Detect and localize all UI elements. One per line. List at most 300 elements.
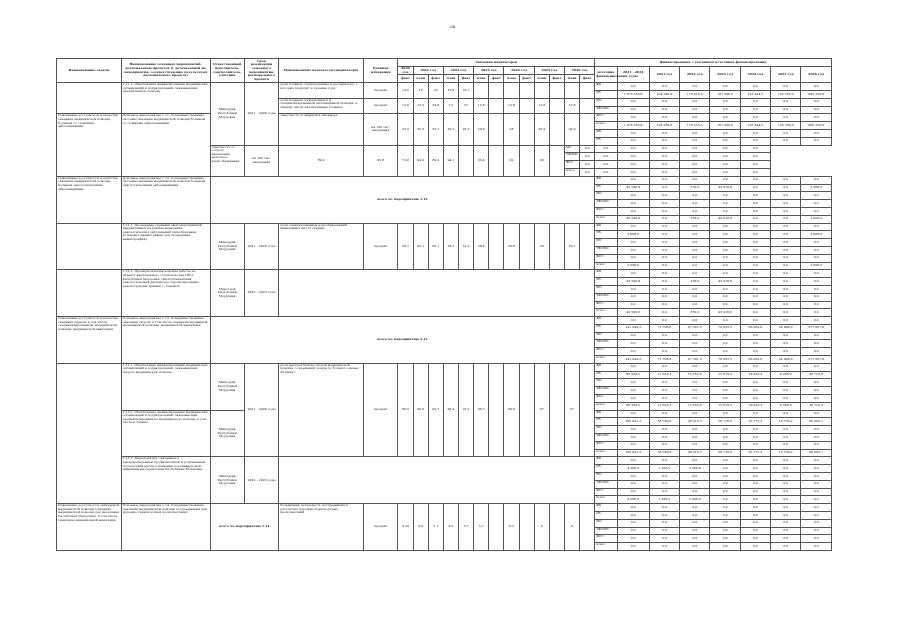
- indicator-value-cell: 97: [534, 363, 549, 457]
- indicator-value-cell: [549, 114, 564, 145]
- fin-value-cell: 0,0: [710, 496, 740, 504]
- fin-value-cell: 379,0: [680, 309, 710, 317]
- fin-value-cell: 0,0: [710, 114, 740, 122]
- fin-value-cell: 0,0: [617, 246, 649, 254]
- plan-fact-label: факт: [580, 75, 595, 83]
- indicator-value-cell: [519, 223, 534, 270]
- text-cell: 1.13.3. Мероприятия, связанные с предупреждением профилактикой и устранением последствий распространения коронавирусной инфекции на территории Республики Мордовия: [121, 457, 210, 504]
- text-cell: 1.12.2. Проектно-изыскательские работы по объекту капитального строительства ГБУЗ Республики Мордовия «Республиканский онкологический диспансер» (проектирование реконструкции здания) г. Саранск: [121, 270, 210, 317]
- fin-value-cell: 0,0: [649, 192, 679, 200]
- fin-value-cell: 167 996,9: [710, 122, 740, 130]
- fin-year-label: 2021 - 2024 годы: [617, 67, 649, 83]
- fin-value-cell: 0,0: [801, 363, 832, 371]
- fin-source-cell: МС: [595, 98, 617, 106]
- fin-value-cell: 0,0: [680, 473, 710, 481]
- fin-value-cell: 0,0: [710, 340, 740, 348]
- fin-value-cell: 0,0: [617, 395, 649, 403]
- fin-value-cell: 78 933,5: [710, 324, 740, 332]
- fin-value-cell: 0,0: [617, 543, 649, 551]
- indicator-value-cell: 92,7: [428, 363, 443, 457]
- fin-value-cell: 0,0: [771, 231, 801, 239]
- fin-value-cell: 0,0: [595, 168, 617, 176]
- text-cell: процент: [364, 83, 398, 99]
- fin-value-cell: 1 076 350,8: [617, 122, 649, 130]
- fin-source-cell: всего: [595, 215, 617, 223]
- fin-source-cell: ТФОМС: [595, 434, 617, 442]
- indicator-value-cell: 6,3: [443, 504, 458, 551]
- text-cell: Основное мероприятие 1.11. Совершенствование системы оказания медицинской помощи больным со стойкими заболеваниями: [121, 114, 210, 176]
- fin-value-cell: 0,0: [649, 239, 679, 247]
- indicator-value-cell: 6: [564, 504, 579, 551]
- fin-value-cell: 0,0: [801, 106, 832, 114]
- fin-value-cell: 0,0: [710, 519, 740, 527]
- fin-value-cell: 1 265,5: [649, 465, 679, 473]
- fin-value-cell: 0,0: [740, 262, 770, 270]
- fin-source-cell: РБ: [595, 465, 617, 473]
- fin-value-cell: 66 062,6: [740, 324, 770, 332]
- fin-value-cell: 0,0: [801, 207, 832, 215]
- fin-value-cell: 0,0: [710, 239, 740, 247]
- fin-value-cell: 0,0: [771, 317, 801, 325]
- text-cell: смертность от острого нарушения мозгового кровообращения: [210, 145, 244, 176]
- fin-value-cell: 0,0: [617, 239, 649, 247]
- fin-value-cell: 0,0: [680, 301, 710, 309]
- fin-value-cell: 0,0: [649, 434, 679, 442]
- fin-value-cell: 0,0: [680, 145, 710, 153]
- fin-value-cell: 0,0: [649, 348, 679, 356]
- indicator-value-cell: 7,5: [443, 98, 458, 114]
- indicator-value-cell: [489, 145, 504, 176]
- fin-value-cell: 43 918,8: [710, 278, 740, 286]
- fin-value-cell: 0,0: [801, 387, 832, 395]
- fin-value-cell: 0,0: [740, 410, 770, 418]
- fin-value-cell: 0,0: [771, 137, 801, 145]
- fin-value-cell: 2 008,0: [801, 215, 832, 223]
- fin-value-cell: 0,0: [771, 106, 801, 114]
- fin-value-cell: 0,0: [801, 465, 832, 473]
- fin-source-cell: ФБ: [595, 83, 617, 91]
- fin-value-cell: 0,0: [771, 363, 801, 371]
- fin-value-cell: 45 596,8: [617, 184, 649, 192]
- fin-value-cell: 0,0: [680, 153, 710, 161]
- fin-value-cell: 0,0: [649, 98, 679, 106]
- fin-value-cell: 0,0: [617, 519, 649, 527]
- fin-value-cell: 0,0: [740, 176, 770, 184]
- fin-value-cell: 0,0: [680, 270, 710, 278]
- header-source: источник финансирования: [595, 67, 617, 83]
- fin-value-cell: 0,0: [771, 246, 801, 254]
- text-cell: 1.13.1. Обеспечение финансирования медицинских организаций и подразделений, оказывающих скорую медицинскую помощь: [121, 363, 210, 410]
- fin-value-cell: 0,0: [740, 270, 770, 278]
- fin-value-cell: 18 053,3: [740, 402, 770, 410]
- plan-fact-label: план: [504, 75, 519, 83]
- fin-value-cell: 0,0: [649, 395, 679, 403]
- fin-value-cell: 0,0: [740, 106, 770, 114]
- header-financing: Финансирование с указанием источника финансирования: [595, 59, 832, 67]
- fin-source-cell: РБ: [595, 90, 617, 98]
- fin-value-cell: 0,0: [710, 473, 740, 481]
- fin-value-cell: 0,0: [680, 457, 710, 465]
- year-label: 2021 год: [413, 67, 443, 75]
- fin-year-label: 2023 год: [710, 67, 740, 83]
- fin-value-cell: 0,0: [649, 129, 679, 137]
- fin-value-cell: 0,0: [680, 223, 710, 231]
- indicator-value-cell: 96,7: [474, 363, 489, 457]
- table-row: [57, 363, 832, 371]
- fin-value-cell: 0,0: [771, 309, 801, 317]
- fin-value-cell: 0,0: [649, 309, 679, 317]
- fin-value-cell: 0,0: [740, 168, 770, 176]
- text-cell: Минздрав Республики Мордовия: [210, 83, 244, 145]
- text-cell: Повышение доступности и качества оказания медицинской помощи больным со стойкими заболеваниями: [57, 114, 122, 176]
- fin-value-cell: 86 684,5: [617, 402, 649, 410]
- fin-value-cell: 25 775,3: [740, 418, 770, 426]
- fin-value-cell: 11 653,3: [649, 402, 679, 410]
- table-row: [57, 114, 832, 122]
- indicator-value-cell: 97: [564, 363, 579, 457]
- fin-value-cell: 0,0: [740, 519, 770, 527]
- fin-value-cell: 0,0: [710, 285, 740, 293]
- fin-value-cell: 0,0: [649, 231, 679, 239]
- indicator-value-cell: [489, 223, 504, 270]
- indicator-value-cell: 61,2: [458, 223, 473, 270]
- fin-value-cell: 0,0: [710, 223, 740, 231]
- fin-value-cell: 0,0: [801, 192, 832, 200]
- fin-value-cell: 0,0: [680, 348, 710, 356]
- fin-value-cell: 0,0: [649, 480, 679, 488]
- fin-value-cell: 218 444,5: [740, 90, 770, 98]
- fin-value-cell: 0,0: [771, 114, 801, 122]
- fin-value-cell: 0,0: [649, 114, 679, 122]
- fin-value-cell: 43 918,8: [710, 309, 740, 317]
- indicator-value-cell: [580, 504, 595, 551]
- fin-value-cell: 0,0: [649, 215, 679, 223]
- fin-value-cell: 0,0: [771, 293, 801, 301]
- indicator-value-cell: 59,1: [564, 223, 579, 270]
- fin-value-cell: 0,0: [740, 387, 770, 395]
- fin-source-cell: ТФОМС: [595, 106, 617, 114]
- text-cell: процент: [364, 363, 398, 457]
- fin-value-cell: 0,0: [710, 426, 740, 434]
- fin-value-cell: 0,0: [649, 246, 679, 254]
- fin-value-cell: 0,0: [617, 207, 649, 215]
- header-task: Наименование задачи: [57, 59, 122, 83]
- year-label: 2025 год: [534, 67, 564, 75]
- fin-year-label: 2025 год: [771, 67, 801, 83]
- fin-value-cell: 0,0: [771, 395, 801, 403]
- fin-value-cell: 0,0: [680, 176, 710, 184]
- fin-value-cell: 0,0: [771, 379, 801, 387]
- fin-value-cell: 0,0: [801, 83, 832, 91]
- fin-year-label: 2022 год: [680, 67, 710, 83]
- header-event: Наименование основных мероприятий, региональных проектов (с детализацией на мероприятия, соответствующие результатам регионального проекта): [121, 59, 210, 83]
- fin-value-cell: 0,0: [617, 434, 649, 442]
- indicator-value-cell: 33,1: [428, 114, 443, 145]
- text-cell: Повышение доступности и качества оказания первой, в том числе специализированной, медицинской помощи, медицинской эвакуации: [57, 317, 122, 364]
- fin-value-cell: 0,0: [617, 200, 649, 208]
- fin-value-cell: 0,0: [617, 480, 649, 488]
- fin-value-cell: 0,0: [801, 301, 832, 309]
- fin-value-cell: 15 679,3: [710, 402, 740, 410]
- fin-value-cell: 0,0: [801, 480, 832, 488]
- year-label: 2020 год: [398, 67, 413, 75]
- fin-value-cell: 0,0: [801, 512, 832, 520]
- indicator-value-cell: [519, 145, 534, 176]
- fin-value-cell: 48 318,7: [680, 418, 710, 426]
- fin-value-cell: 0,0: [801, 426, 832, 434]
- indicator-value-cell: [519, 363, 534, 457]
- fin-value-cell: 0,0: [649, 293, 679, 301]
- indicator-value-cell: [489, 363, 504, 457]
- fin-value-cell: 0,0: [580, 153, 595, 161]
- fin-value-cell: 666 350,8: [801, 90, 832, 98]
- fin-value-cell: 178 416,3: [680, 90, 710, 98]
- fin-value-cell: 0,0: [617, 504, 649, 512]
- fin-value-cell: 0,0: [740, 137, 770, 145]
- fin-source-cell: всего: [595, 262, 617, 270]
- fin-value-cell: 0,0: [801, 223, 832, 231]
- fin-value-cell: 0,0: [680, 363, 710, 371]
- indicator-value-cell: 12,8: [398, 98, 413, 114]
- indicator-value-cell: 22: [428, 83, 443, 99]
- fin-value-cell: 0,0: [771, 200, 801, 208]
- indicator-value-cell: 59,8: [504, 223, 519, 270]
- fin-source-cell: всего: [564, 168, 579, 176]
- fin-value-cell: 0,0: [710, 387, 740, 395]
- fin-year-label: 2024 год: [740, 67, 770, 83]
- fin-value-cell: 0,0: [580, 145, 595, 153]
- fin-value-cell: 0,0: [680, 410, 710, 418]
- fin-value-cell: 0,0: [801, 278, 832, 286]
- fin-value-cell: 0,0: [740, 496, 770, 504]
- fin-value-cell: 160 641,3: [617, 418, 649, 426]
- fin-value-cell: 86 684,5: [617, 371, 649, 379]
- fin-value-cell: 0,0: [771, 270, 801, 278]
- fin-value-cell: 0,0: [801, 395, 832, 403]
- fin-value-cell: 0,0: [740, 332, 770, 340]
- fin-year-label: 2021 год: [649, 67, 679, 83]
- fin-source-cell: ФСС: [595, 348, 617, 356]
- text-cell: Минздрав Республики Мордовия: [210, 457, 244, 504]
- fin-value-cell: 0,0: [649, 137, 679, 145]
- indicator-value-cell: 58,7: [398, 223, 413, 270]
- indicator-value-cell: [489, 504, 504, 551]
- fin-value-cell: 178 416,3: [680, 122, 710, 130]
- fin-value-cell: 0,0: [710, 293, 740, 301]
- fin-source-cell: ТФОМС: [595, 246, 617, 254]
- table-row: [57, 457, 832, 465]
- fin-value-cell: 0,0: [771, 512, 801, 520]
- fin-source-cell: МС: [564, 145, 579, 153]
- fin-value-cell: 0,0: [801, 309, 832, 317]
- fin-value-cell: 0,0: [801, 293, 832, 301]
- fin-value-cell: 0,0: [595, 153, 617, 161]
- fin-value-cell: 2 008,0: [801, 231, 832, 239]
- table-row: [57, 83, 832, 91]
- fin-value-cell: 0,0: [680, 106, 710, 114]
- fin-value-cell: 18 709,2: [771, 418, 801, 426]
- fin-value-cell: 0,0: [771, 192, 801, 200]
- fin-source-cell: ФСС: [595, 207, 617, 215]
- fin-value-cell: 0,0: [740, 488, 770, 496]
- fin-value-cell: 0,0: [649, 161, 679, 169]
- fin-value-cell: 58 789,9: [649, 418, 679, 426]
- fin-value-cell: 0,0: [649, 488, 679, 496]
- fin-value-cell: 0,0: [801, 496, 832, 504]
- fin-value-cell: 0,0: [680, 137, 710, 145]
- fin-value-cell: 0,0: [649, 317, 679, 325]
- header-indicator: Наименование показателя (индикатора): [279, 59, 364, 83]
- fin-value-cell: 379,0: [680, 215, 710, 223]
- fin-value-cell: 0,0: [710, 207, 740, 215]
- indicator-value-cell: [519, 83, 534, 99]
- fin-value-cell: 0,0: [649, 106, 679, 114]
- fin-value-cell: 0,0: [617, 512, 649, 520]
- fin-value-cell: 6 288,9: [771, 371, 801, 379]
- fin-value-cell: 0,0: [680, 285, 710, 293]
- fin-value-cell: 0,0: [710, 137, 740, 145]
- indicator-value-cell: 6,9: [413, 504, 428, 551]
- fin-value-cell: 0,0: [680, 200, 710, 208]
- indicator-value-cell: 59: [534, 223, 549, 270]
- fin-value-cell: 0,0: [710, 176, 740, 184]
- fin-source-cell: ФСС: [595, 441, 617, 449]
- fin-value-cell: 67 301,3: [680, 324, 710, 332]
- fin-source-cell: ФБ: [595, 223, 617, 231]
- fin-value-cell: 0,0: [740, 426, 770, 434]
- fin-value-cell: 0,0: [740, 153, 770, 161]
- text-cell: процент: [364, 504, 398, 551]
- fin-value-cell: 24 998,0: [771, 356, 801, 364]
- fin-source-cell: РБ: [595, 371, 617, 379]
- indicator-value-cell: [458, 145, 473, 176]
- text-cell: Минздрав Республики Мордовия: [210, 223, 244, 270]
- fin-value-cell: 3 596,8: [680, 496, 710, 504]
- table-row: [57, 504, 832, 512]
- fin-value-cell: 0,0: [771, 348, 801, 356]
- fin-value-cell: 0,0: [740, 98, 770, 106]
- plan-fact-label: факт: [519, 75, 534, 83]
- fin-value-cell: 0,0: [649, 473, 679, 481]
- indicator-value-cell: 4,59: [398, 504, 413, 551]
- indicator-value-cell: 33,9: [398, 114, 413, 145]
- indicator-value-cell: [489, 83, 504, 99]
- indicator-value-cell: 5,1: [428, 504, 443, 551]
- text-cell: 2021 – 2026 годы: [244, 223, 278, 270]
- fin-value-cell: 0,0: [710, 434, 740, 442]
- fin-value-cell: 0,0: [771, 83, 801, 91]
- fin-source-cell: ФБ: [595, 457, 617, 465]
- fin-value-cell: 241 944,3: [617, 356, 649, 364]
- indicator-value-cell: 58,3: [443, 223, 458, 270]
- fin-value-cell: 0,0: [680, 332, 710, 340]
- indicator-value-cell: [580, 363, 595, 457]
- fin-value-cell: 66 062,6: [740, 356, 770, 364]
- fin-source-cell: ФСС: [595, 254, 617, 262]
- indicator-value-cell: [549, 223, 564, 270]
- table-row: [57, 317, 832, 325]
- fin-source-cell: МС: [595, 239, 617, 247]
- fin-value-cell: 0,0: [649, 83, 679, 91]
- fin-value-cell: 0,0: [740, 293, 770, 301]
- plan-fact-label: факт: [549, 75, 564, 83]
- text-cell: Минздрав Республики Мордовия: [210, 363, 244, 410]
- fin-value-cell: 377 607,8: [801, 356, 832, 364]
- fin-value-cell: 0,0: [680, 535, 710, 543]
- fin-value-cell: 0,0: [617, 270, 649, 278]
- fin-value-cell: 0,0: [740, 239, 770, 247]
- fin-value-cell: 0,0: [801, 535, 832, 543]
- indicator-value-cell: [549, 145, 564, 176]
- fin-value-cell: 11 653,3: [649, 371, 679, 379]
- fin-value-cell: 0,0: [680, 387, 710, 395]
- fin-value-cell: 0,0: [649, 262, 679, 270]
- fin-value-cell: 0,0: [771, 98, 801, 106]
- indicator-value-cell: 6: [534, 504, 549, 551]
- fin-value-cell: 0,0: [801, 254, 832, 262]
- fin-source-cell: ФБ: [595, 504, 617, 512]
- fin-source-cell: ТФОМС: [595, 200, 617, 208]
- plan-fact-label: факт: [398, 75, 413, 83]
- indicator-value-cell: 14,5: [398, 83, 413, 99]
- fin-value-cell: 0,0: [617, 145, 649, 153]
- fin-value-cell: 0,0: [740, 309, 770, 317]
- fin-value-cell: 0,0: [680, 129, 710, 137]
- fin-value-cell: 0,0: [771, 184, 801, 192]
- fin-value-cell: 48 318,7: [680, 449, 710, 457]
- fin-value-cell: 0,0: [710, 301, 740, 309]
- fin-source-cell: всего: [595, 543, 617, 551]
- fin-value-cell: 0,0: [617, 535, 649, 543]
- fin-value-cell: 0,0: [710, 410, 740, 418]
- indicator-value-cell: 13,6: [443, 83, 458, 99]
- fin-value-cell: 0,0: [740, 129, 770, 137]
- fin-source-cell: ФСС: [595, 395, 617, 403]
- fin-value-cell: 0,0: [801, 457, 832, 465]
- fin-source-cell: ФСС: [595, 114, 617, 122]
- fin-source-cell: ТФОМС: [595, 387, 617, 395]
- fin-source-cell: МС: [595, 473, 617, 481]
- indicator-value-cell: 6,3: [504, 504, 519, 551]
- fin-source-cell: всего: [595, 122, 617, 130]
- fin-value-cell: 0,0: [771, 332, 801, 340]
- fin-value-cell: 0,0: [801, 114, 832, 122]
- fin-value-cell: 0,0: [771, 239, 801, 247]
- fin-value-cell: 0,0: [771, 340, 801, 348]
- plan-fact-label: план: [413, 75, 428, 83]
- fin-source-cell: РБ: [595, 137, 617, 145]
- indicator-value-cell: 91,2: [458, 363, 473, 457]
- fin-value-cell: 0,0: [617, 473, 649, 481]
- text-cell: [57, 363, 122, 503]
- fin-value-cell: 0,0: [680, 426, 710, 434]
- fin-source-cell: МС: [595, 379, 617, 387]
- fin-value-cell: 0,0: [801, 441, 832, 449]
- indicator-value-cell: 5,7: [458, 504, 473, 551]
- subtotal-label: всего по мероприятию 1.14: [210, 504, 279, 551]
- fin-value-cell: 0,0: [649, 535, 679, 543]
- indicator-value-cell: [549, 504, 564, 551]
- fin-value-cell: 0,0: [617, 348, 649, 356]
- indicator-value-cell: 89,2: [279, 145, 364, 176]
- fin-value-cell: 0,0: [617, 363, 649, 371]
- fin-value-cell: 0,0: [680, 161, 710, 169]
- fin-value-cell: 71 708,8: [649, 356, 679, 364]
- fin-value-cell: 0,0: [649, 527, 679, 535]
- fin-value-cell: 0,0: [801, 488, 832, 496]
- fin-value-cell: 0,0: [617, 387, 649, 395]
- fin-value-cell: 0,0: [710, 512, 740, 520]
